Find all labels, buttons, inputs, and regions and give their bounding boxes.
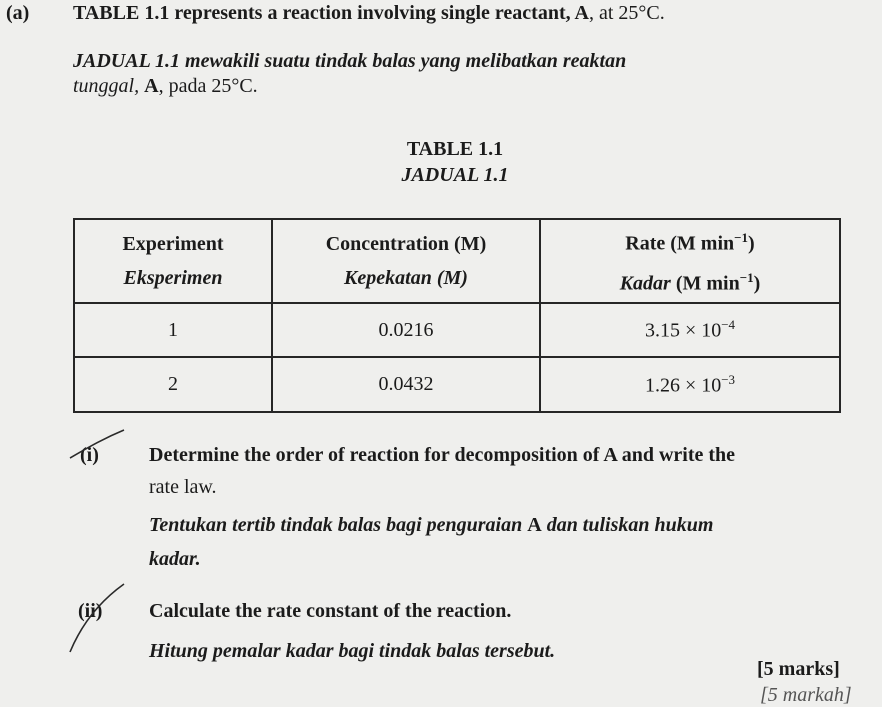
- pen-underline-mark: [56, 578, 146, 658]
- intro-ms-suffix: , pada 25°C.: [158, 75, 258, 97]
- subq-i-ms-line2: kadar.: [149, 548, 201, 570]
- header-rate-ms-text: Kadar: [619, 272, 671, 295]
- intro-ms-table-ref: JADUAL 1.1: [73, 50, 181, 72]
- cell-concentration: 0.0432: [272, 357, 540, 412]
- header-rate-ms: [541, 261, 839, 301]
- header-rate-en-close: ): [748, 233, 755, 255]
- subq-i-label: (i): [80, 444, 99, 466]
- header-rate: [540, 219, 840, 303]
- subq-ii-label: (ii): [78, 600, 103, 622]
- header-rate-ms-unit: (M min: [670, 272, 740, 295]
- intro-ms-text: mewakili suatu tindak balas yang melibatkan reaktan: [180, 50, 627, 72]
- subq-i-ms-reactant: A: [527, 514, 542, 536]
- marks-en: [5 marks]: [757, 658, 840, 680]
- cell-rate-exp: −3: [721, 371, 736, 387]
- cell-concentration: 0.0216: [272, 303, 540, 357]
- header-experiment: [74, 219, 272, 303]
- subq-i-en-line1: [149, 444, 735, 467]
- intro-suffix: , at 25°C.: [588, 2, 665, 24]
- intro-english: [73, 2, 665, 25]
- header-rate-en-text: Rate (M min: [625, 233, 735, 255]
- subq-i-en-text: Determine the order of reaction for decomposition of: [149, 444, 604, 466]
- header-rate-en: [541, 221, 839, 261]
- subq-i-ms-text: Tentukan tertib tindak balas bagi penguraian: [149, 514, 528, 536]
- cell-rate-exp: −4: [721, 317, 736, 333]
- cell-rate: [540, 303, 840, 357]
- subq-ii-en: Calculate the rate constant of the reaction.: [149, 600, 512, 622]
- header-experiment-en: Experiment: [122, 233, 224, 255]
- cell-rate: [540, 357, 840, 412]
- intro-ms-text2: tunggal,: [73, 75, 145, 97]
- subq-i-ms-line1: [149, 514, 713, 537]
- subq-i-en-line2: rate law.: [149, 476, 217, 498]
- marks-ms: [5 markah]: [760, 684, 852, 706]
- table-row: [74, 303, 840, 357]
- header-experiment-ms: Eksperimen: [123, 267, 223, 289]
- intro-malay-line2: [73, 75, 258, 98]
- intro-ms-reactant: A: [144, 75, 159, 97]
- subq-i-reactant: A: [603, 444, 617, 466]
- part-label: (a): [6, 2, 30, 24]
- table-header-row: [74, 219, 840, 303]
- intro-text: represents a reaction involving single reactant,: [169, 2, 575, 24]
- subq-i-en-suffix: and write the: [616, 444, 736, 466]
- data-table: [73, 218, 841, 413]
- header-concentration-ms: Kepekatan (M): [344, 267, 468, 289]
- header-concentration: [272, 219, 540, 303]
- table-caption-ms: JADUAL 1.1: [401, 164, 509, 186]
- header-concentration-en: Concentration (M): [325, 233, 487, 255]
- header-rate-en-exp: −1: [734, 230, 749, 246]
- cell-experiment: 2: [74, 357, 272, 412]
- table-caption-en: TABLE 1.1: [406, 138, 504, 160]
- subq-i-ms-suffix: dan tuliskan hukum: [541, 514, 714, 536]
- header-rate-ms-close: ): [753, 272, 761, 295]
- cell-rate-mantissa: 3.15 × 10: [644, 319, 722, 342]
- intro-reactant: A: [574, 2, 589, 24]
- table-row: [74, 357, 840, 412]
- intro-malay-line1: [73, 50, 626, 73]
- subq-ii-ms: Hitung pemalar kadar bagi tindak balas tersebut.: [149, 640, 556, 662]
- pen-tick-mark: [60, 420, 140, 480]
- header-rate-ms-exp: −1: [739, 270, 754, 285]
- cell-experiment: 1: [74, 303, 272, 357]
- intro-table-ref: TABLE 1.1: [73, 2, 170, 24]
- cell-rate-mantissa: 1.26 × 10: [644, 374, 722, 397]
